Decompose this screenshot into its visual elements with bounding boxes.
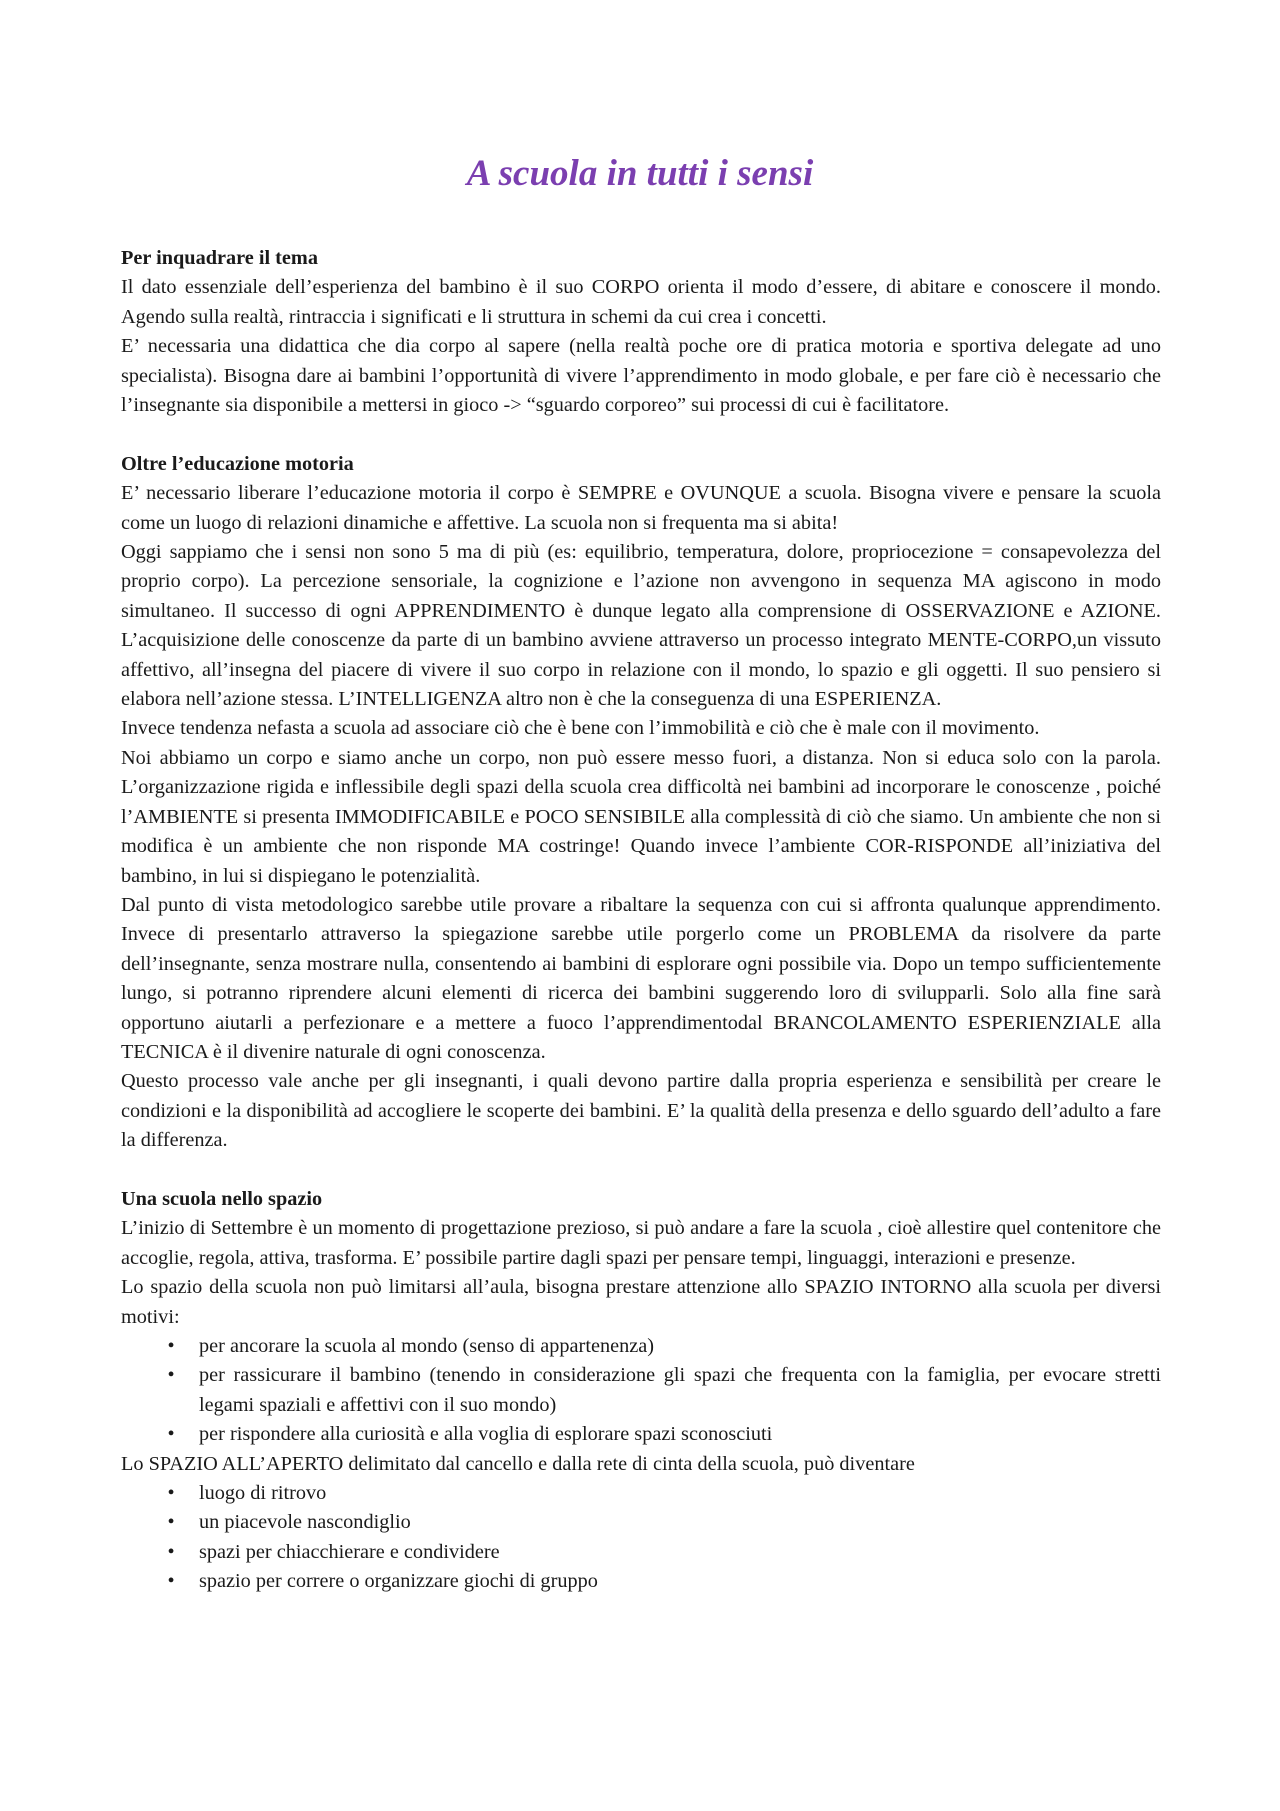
list-item-text: spazio per correre o organizzare giochi di gruppo [199, 1570, 598, 1593]
paragraph: Dal punto di vista metodologico sarebbe utile provare a ribaltare la sequenza con cui si affronta qualunque apprendimento. Invece di presentarlo attraverso la spiegazione sarebbe utile porgerlo come un PROBLEMA da risolvere da parte dell’insegnante, senza mostrare nulla, consentendo ai bambini di esplorare ogni possibile via. Dopo un tempo sufficientemente lungo, si potranno riprendere alcuni elementi di ricerca dei bambini suggerendo loro di svilupparli. Solo alla fine sarà opportuno aiutarli a perfezionare e a mettere a fuoco l’apprendimentodal BRANCOLAMENTO ESPERIENZIALE alla TECNICA è il divenire naturale di ogni conoscenza. [121, 893, 1161, 1063]
bullet-icon: • [167, 1423, 175, 1446]
section-heading: Oltre l’educazione motoria [121, 452, 354, 475]
list-item-text: per rassicurare il bambino (tenendo in considerazione gli spazi che frequenta con la famiglia, per evocare stretti legami spaziali e affettivi con il suo mondo) [199, 1364, 1161, 1416]
paragraph: Questo processo vale anche per gli insegnanti, i quali devono partire dalla propria esperienza e sensibilità per creare le condizioni e la disponibilità ad accogliere le scoperte dei bambini. E’ la qualità della presenza e dello sguardo dell’adulto a fare la differenza. [121, 1070, 1161, 1152]
list-item [121, 1361, 1161, 1420]
list-item [121, 1567, 1161, 1596]
bullet-icon: • [167, 1335, 175, 1357]
bullet-icon: • [167, 1364, 175, 1387]
paragraph: E’ necessario liberare l’educazione motoria il corpo è SEMPRE e OVUNQUE a scuola. Bisogna vivere e pensare la scuola come un luogo di relazioni dinamiche e affettive. La scuola non si frequenta ma si abita! [121, 482, 1161, 534]
paragraph: Il dato essenziale dell’esperienza del bambino è il suo CORPO orienta il modo d’essere, di abitare e conoscere il mondo. Agendo sulla realtà, rintraccia i significati e li struttura in schemi da cui crea i concetti. [121, 276, 1161, 328]
bullet-icon: • [167, 1511, 175, 1534]
paragraph: E’ necessaria una didattica che dia corpo al sapere (nella realtà poche ore di pratica motoria e sportiva delegate ad uno specialista). Bisogna dare ai bambini l’opportunità di vivere l’apprendimento in modo globale, e per fare ciò è necessario che l’insegnante sia disponibile a mettersi in gioco -> “sguardo corporeo” sui processi di cui è facilitatore. [121, 335, 1161, 417]
list-item [121, 1479, 1161, 1508]
list-item-text: per rispondere alla curiosità e alla voglia di esplorare spazi sconosciuti [199, 1423, 773, 1446]
document-body [121, 244, 1161, 1597]
list-item-text: un piacevole nascondiglio [199, 1511, 411, 1534]
list-item-text: luogo di ritrovo [199, 1482, 327, 1505]
spacer [121, 420, 1161, 449]
list-item [121, 1538, 1161, 1567]
paragraph: Lo spazio della scuola non può limitarsi all’aula, bisogna prestare attenzione allo SPAZIO INTORNO alla scuola per diversi motivi: [121, 1276, 1161, 1328]
paragraph: Noi abbiamo un corpo e siamo anche un corpo, non può essere messo fuori, a distanza. Non si educa solo con la parola. L’organizzazione rigida e inflessibile degli spazi della scuola crea difficoltà nei bambini ad incorporare le conoscenze , poiché l’AMBIENTE si presenta IMMODIFICABILE e POCO SENSIBILE alla complessità di ciò che siamo. Un ambiente che non si modifica è un ambiente che non risponde MA costringe! Quando invece l’ambiente COR-RISPONDE all’iniziativa del bambino, in lui si dispiegano le potenzialità. [121, 746, 1161, 887]
bullet-icon: • [167, 1482, 175, 1505]
document-title: A scuola in tutti i sensi [466, 153, 814, 194]
list-item-text: spazi per chiacchierare e condividere [199, 1540, 500, 1563]
paragraph: Lo SPAZIO ALL’APERTO delimitato dal cancello e dalla rete di cinta della scuola, può diventare [121, 1452, 915, 1475]
bullet-icon: • [167, 1570, 175, 1593]
spacer [121, 1156, 1161, 1185]
paragraph: Invece tendenza nefasta a scuola ad associare ciò che è bene con l’immobilità e ciò che è male con il movimento. [121, 717, 1040, 740]
section-heading: Per inquadrare il tema [121, 247, 318, 269]
paragraph: L’inizio di Settembre è un momento di progettazione prezioso, si può andare a fare la scuola , cioè allestire quel contenitore che accoglie, regola, attiva, trasforma. E’ possibile partire dagli spazi per pensare tempi, linguaggi, interazioni e presenze. [121, 1217, 1161, 1269]
list-item [121, 1420, 1161, 1449]
paragraph: Oggi sappiamo che i sensi non sono 5 ma di più (es: equilibrio, temperatura, dolore, propriocezione = consapevolezza del proprio corpo). La percezione sensoriale, la cognizione e l’azione non avvengono in sequenza MA agiscono in modo simultaneo. Il successo di ogni APPRENDIMENTO è dunque legato alla comprensione di OSSERVAZIONE e AZIONE. L’acquisizione delle conoscenze da parte di un bambino avviene attraverso un processo integrato MENTE-CORPO,un vissuto affettivo, all’insegna del piacere di vivere il suo corpo in relazione con il mondo, lo spazio e gli oggetti. Il suo pensiero si elabora nell’azione stessa. L’INTELLIGENZA altro non è che la conseguenza di una ESPERIENZA. [121, 541, 1161, 711]
bullet-list [121, 1479, 1161, 1597]
list-item [121, 1508, 1161, 1537]
list-item-text: per ancorare la scuola al mondo (senso di appartenenza) [199, 1335, 654, 1357]
section-heading: Una scuola nello spazio [121, 1187, 323, 1210]
bullet-list [121, 1332, 1161, 1450]
bullet-icon: • [167, 1540, 175, 1563]
list-item [121, 1332, 1161, 1361]
